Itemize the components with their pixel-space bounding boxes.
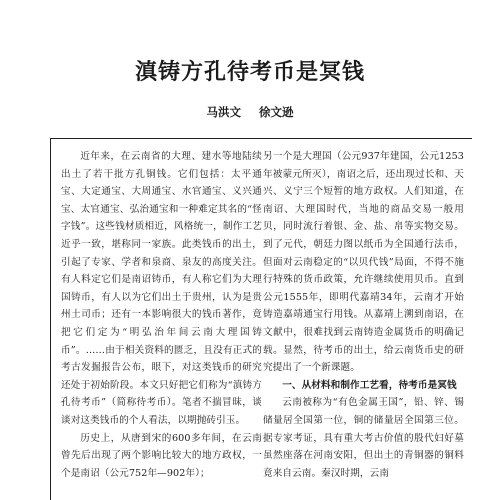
section-heading: 一、从材料和制作工艺看，待考币是冥钱 <box>282 379 457 391</box>
paragraph-intro: 近年来，在云南省的大理、建水等地陆续出土了若干批方孔铜钱。它们包括：太平通宝、大定通宝、大周通宝、水官通宝、义兴通宝、太官通宝、弘治通宝和一种难定其名的“怪字钱”。这些钱材质相近，风格统一，制作工艺近乎一致，堪称同一家族。此类钱币的出土，引起了专家、学者和泉商、泉友的高度关注。有人料定它们是南诏铸币，有人称它们为大理国铸币，有人以为它们出土于贵州，认为是贵州土司币；还有一本影响很大的钱币著作，竟把它们定为“明弘治年间云南大理国铸币”。……由于相关资料的匮乏，且没有正式的考古发掘报告公布，眼下，对这类钱币的研究还处于初始阶段。本文只好把它们称为“滇铸方孔待考币”（简称待考币）。笔者不揣冒昧，谈谈对这类钱币的个人看法，以期抛砖引玉。 <box>61 151 262 426</box>
article-title: 滇铸方孔待考币是冥钱 <box>134 60 365 85</box>
right-column <box>263 148 464 482</box>
left-column <box>61 148 262 482</box>
article-authors: 马洪文 徐文逊 <box>206 105 294 119</box>
paragraph-continued: 另一个是大理国（公元937年建国，公元1253年被蒙元所灭），南诏之后，还出现过长和、天兴、义宁三个短暂的地方政权。人们知道，在南诏、大理国时代，当地的商品交易一般用贝，同时流行着银、金、盐、帛等实物交易。到了元代，朝廷力图以纸币为全国通行法币，但面对云南稳定的“以贝代钱”局面，不得不施行特殊的货币政策，允许继续使用贝币。直到公元1555年，即明代嘉靖34年，云南才开始铸造嘉靖通宝行用钱。从嘉靖上溯到南诏，在文献中，很难找到云南铸造金属货币的明确记载。显然，待考币的出土，给云南货币史的研究提出了一个新课题。 <box>263 151 464 374</box>
paragraph-history: 历史上，从唐到宋的600多年间，在云南曾先后出现了两个影响比较大的地方政权，一个是南诏（公元752年—902年）； <box>61 432 262 479</box>
paragraph-section-body: 云南被称为“有色金属王国”，铅、锌、锡储量居全国第一位，铜的储量居全国第三位。据专家考证，具有重大考古价值的殷代妇好墓虽然座落在河南安阳，但出土的青铜器的铜料竟来自云南。秦汉时期，云南 <box>263 397 464 479</box>
